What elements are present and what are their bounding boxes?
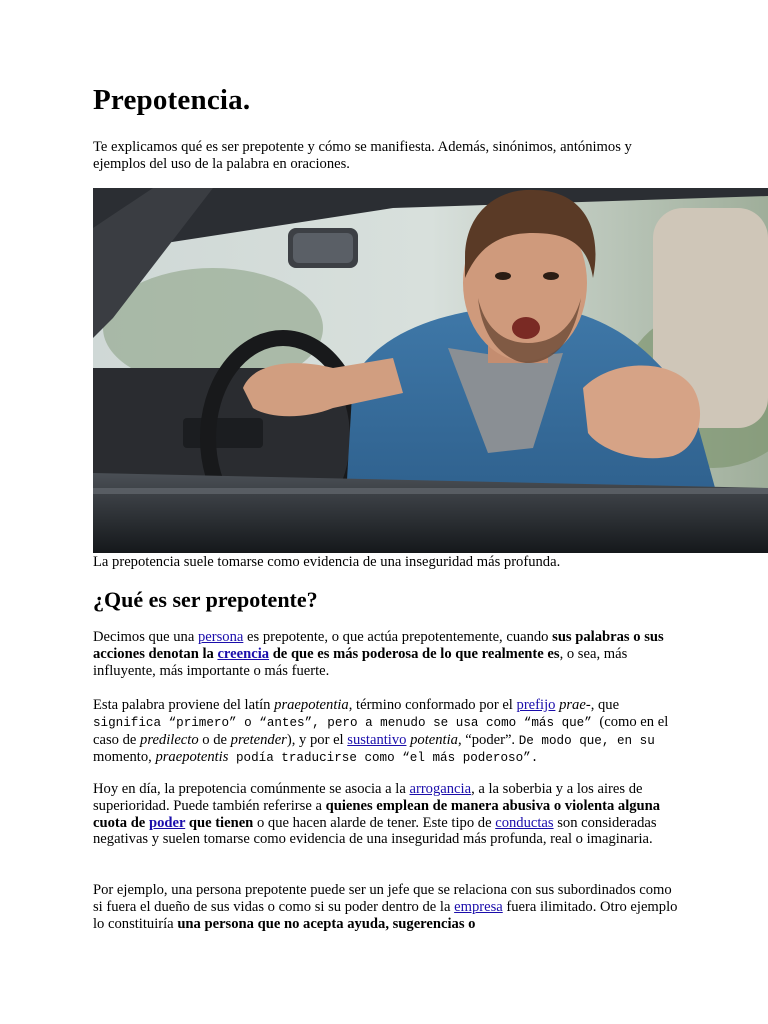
text-run: es prepotente, o que actúa prepotentemente, cuando (243, 629, 553, 645)
text-run: , a la soberbia y a los aires de superioridad. Puede también referirse a (93, 781, 643, 814)
italic-term: potentia (410, 731, 458, 748)
text-run: , “poder”. (457, 731, 519, 748)
italic-term: prae- (559, 697, 591, 713)
text-run: ), y por el (286, 731, 348, 748)
intro-paragraph: Te explicamos qué es ser prepotente y cómo se manifiesta. Además, sinónimos, antónimos y ejemplos del uso de la palabra en oraciones. (93, 139, 632, 172)
bold-run: de que es más poderosa de lo que realmente es (269, 645, 560, 662)
italic-term: pretender (230, 731, 287, 748)
text-run: son consideradas negativas y suelen tomarse como evidencia de una inseguridad más profunda, real o imaginaria. (93, 814, 657, 848)
image-caption: La prepotencia suele tomarse como evidencia de una inseguridad más profunda. (93, 554, 561, 570)
text-run: Hoy en día, la prepotencia comúnmente se asocia a la (93, 781, 410, 797)
section-heading: ¿Qué es ser prepotente? (93, 587, 318, 612)
link-poder[interactable]: poder (148, 814, 186, 831)
text-run: , término conformado por el (348, 697, 517, 713)
italic-term: praepotentia (274, 697, 349, 713)
text-run: , o sea, más influyente, más importante o más fuerte. (93, 645, 628, 679)
page-title: Prepotencia. (93, 84, 251, 116)
bold-run: sus palabras o sus acciones denotan la (93, 629, 664, 662)
mono-run: De modo que, en su (518, 733, 655, 748)
paragraph-examples (93, 882, 683, 932)
italic-term: predilecto (140, 731, 199, 748)
link-empresa[interactable]: empresa (454, 898, 503, 915)
text-run: (como en el caso de (93, 713, 669, 748)
mono-run: podía traducirse como “el más poderoso”. (228, 751, 539, 766)
bold-run: que tienen (185, 814, 254, 831)
paragraph-etymology (93, 697, 683, 767)
text-run: , que (590, 697, 620, 713)
mono-run: significa “primero” o “antes”, pero a menudo se usa como “más que” (93, 715, 600, 730)
text-run: momento, (93, 749, 156, 766)
paragraph-definition (93, 629, 683, 679)
bold-run: quienes emplean de manera abusiva o violenta alguna cuota de (93, 797, 661, 831)
link-conductas[interactable]: conductas (495, 814, 554, 831)
hero-image-angry-driver (93, 188, 768, 553)
italic-term: praepotentis (155, 749, 229, 766)
text-run: fuera ilimitado. Otro ejemplo lo constituiría (93, 898, 678, 932)
link-creencia[interactable]: creencia (217, 645, 270, 662)
text-run: Decimos que una (93, 629, 198, 645)
bold-run: una persona que no acepta ayuda, sugerencias o (177, 915, 476, 932)
text-run: Esta palabra proviene del latín (93, 697, 275, 713)
text-run: Por ejemplo, una persona prepotente puede ser un jefe que se relaciona con sus subordinados como si fuera el dueño de sus vidas o como si su poder dentro de la (93, 882, 672, 915)
link-sustantivo[interactable]: sustantivo (347, 731, 407, 748)
link-prefijo[interactable]: prefijo (516, 697, 556, 713)
text-run: o que hacen alarde de tener. Este tipo de (253, 814, 496, 831)
text-run: o de (198, 731, 231, 748)
link-arrogancia[interactable]: arrogancia (409, 781, 472, 797)
link-persona[interactable]: persona (197, 629, 244, 645)
paragraph-modern-usage (93, 781, 683, 848)
